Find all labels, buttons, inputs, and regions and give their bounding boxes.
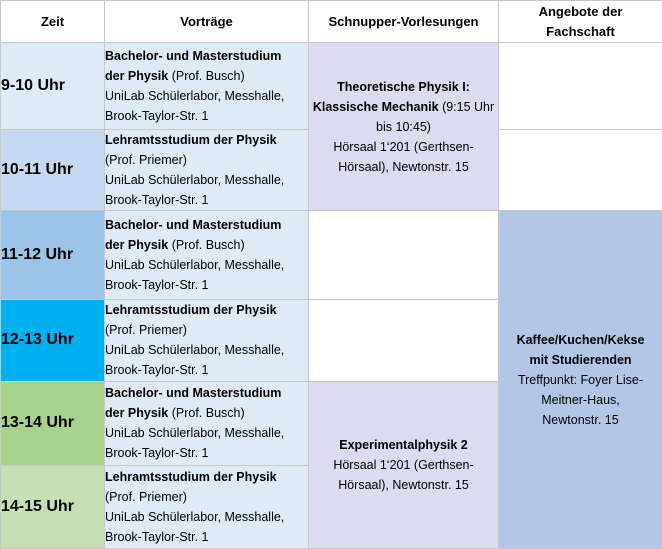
talk-lehramt-2 (105, 299, 309, 381)
slot-time-5: 13-14 Uhr (1, 381, 105, 465)
header-offers-line2: Fachschaft (546, 23, 615, 39)
talk-title: Bachelor- und Masterstudium (105, 49, 282, 64)
slot-row-1 (1, 43, 662, 130)
offer-coffee (499, 211, 662, 549)
talk-speaker: (Prof. Priemer) (105, 153, 187, 168)
offer-empty-1 (499, 43, 662, 130)
talk-location: UniLab Schülerlabor, Messhalle, (105, 509, 285, 524)
talk-title: der Physik (105, 406, 169, 421)
lecture-empty-2 (309, 299, 499, 381)
talk-location: Brook-Taylor-Str. 1 (105, 363, 209, 378)
header-time: Zeit (1, 1, 105, 43)
talk-speaker: (Prof. Priemer) (105, 489, 187, 504)
talk-bachelor-1 (105, 43, 309, 130)
lecture-room: Hörsaal), Newtonstr. 15 (338, 159, 469, 174)
talk-speaker: (Prof. Busch) (171, 69, 245, 84)
offer-meeting: Meitner-Haus, (541, 392, 620, 407)
lecture-title: Klassische Mechanik (312, 99, 439, 114)
offer-meeting: Newtonstr. 15 (542, 412, 619, 427)
talk-location: Brook-Taylor-Str. 1 (105, 529, 209, 544)
lecture-title: Experimentalphysik 2 (339, 437, 468, 452)
talk-lehramt-1 (105, 130, 309, 211)
talk-location: Brook-Taylor-Str. 1 (105, 193, 209, 208)
talk-location: UniLab Schülerlabor, Messhalle, (105, 257, 285, 272)
talk-title: Lehramtsstudium der Physik (105, 303, 277, 318)
talk-title: Lehramtsstudium der Physik (105, 469, 277, 484)
lecture-time: (9:15 Uhr (442, 99, 495, 114)
talk-speaker: (Prof. Busch) (171, 406, 245, 421)
talk-location: UniLab Schülerlabor, Messhalle, (105, 89, 285, 104)
slot-time-2: 10-11 Uhr (1, 130, 105, 211)
offer-empty-2 (499, 130, 662, 211)
slot-time-1: 9-10 Uhr (1, 43, 105, 130)
offer-title: mit Studierenden (529, 352, 632, 367)
slot-row-3 (1, 211, 662, 299)
lecture-empty-1 (309, 211, 499, 299)
header-offers-line1: Angebote der (538, 3, 623, 19)
talk-title: der Physik (105, 69, 169, 84)
lecture-theoretical (309, 43, 499, 211)
talk-location: UniLab Schülerlabor, Messhalle, (105, 343, 285, 358)
offer-meeting: Treffpunkt: Foyer Lise- (517, 372, 644, 387)
lecture-experimental (309, 381, 499, 548)
talk-title: Bachelor- und Masterstudium (105, 386, 282, 401)
header-lectures: Schnupper-Vorlesungen (309, 1, 499, 43)
talk-title: Bachelor- und Masterstudium (105, 217, 282, 232)
lecture-room: Hörsaal 1‘201 (Gerthsen- (333, 139, 474, 154)
lecture-room: Hörsaal), Newtonstr. 15 (338, 477, 469, 492)
talk-location: UniLab Schülerlabor, Messhalle, (105, 426, 285, 441)
talk-title: Lehramtsstudium der Physik (105, 133, 277, 148)
lecture-room: Hörsaal 1‘201 (Gerthsen- (333, 457, 474, 472)
lecture-title: Theoretische Physik I: (337, 79, 470, 94)
talk-location: UniLab Schülerlabor, Messhalle, (105, 173, 285, 188)
header-offers (499, 1, 662, 43)
lecture-time: bis 10:45) (376, 119, 431, 134)
talk-location: Brook-Taylor-Str. 1 (105, 109, 209, 124)
slot-time-6: 14-15 Uhr (1, 465, 105, 548)
header-row (1, 1, 662, 43)
slot-time-4: 12-13 Uhr (1, 299, 105, 381)
talk-title: der Physik (105, 237, 169, 252)
talk-location: Brook-Taylor-Str. 1 (105, 277, 209, 292)
talk-lehramt-3 (105, 465, 309, 548)
talk-speaker: (Prof. Busch) (171, 237, 245, 252)
talk-speaker: (Prof. Priemer) (105, 323, 187, 338)
header-talks: Vorträge (105, 1, 309, 43)
talk-bachelor-3 (105, 381, 309, 465)
slot-time-3: 11-12 Uhr (1, 211, 105, 299)
offer-title: Kaffee/Kuchen/Kekse (516, 332, 645, 347)
talk-location: Brook-Taylor-Str. 1 (105, 446, 209, 461)
talk-bachelor-2 (105, 211, 309, 299)
